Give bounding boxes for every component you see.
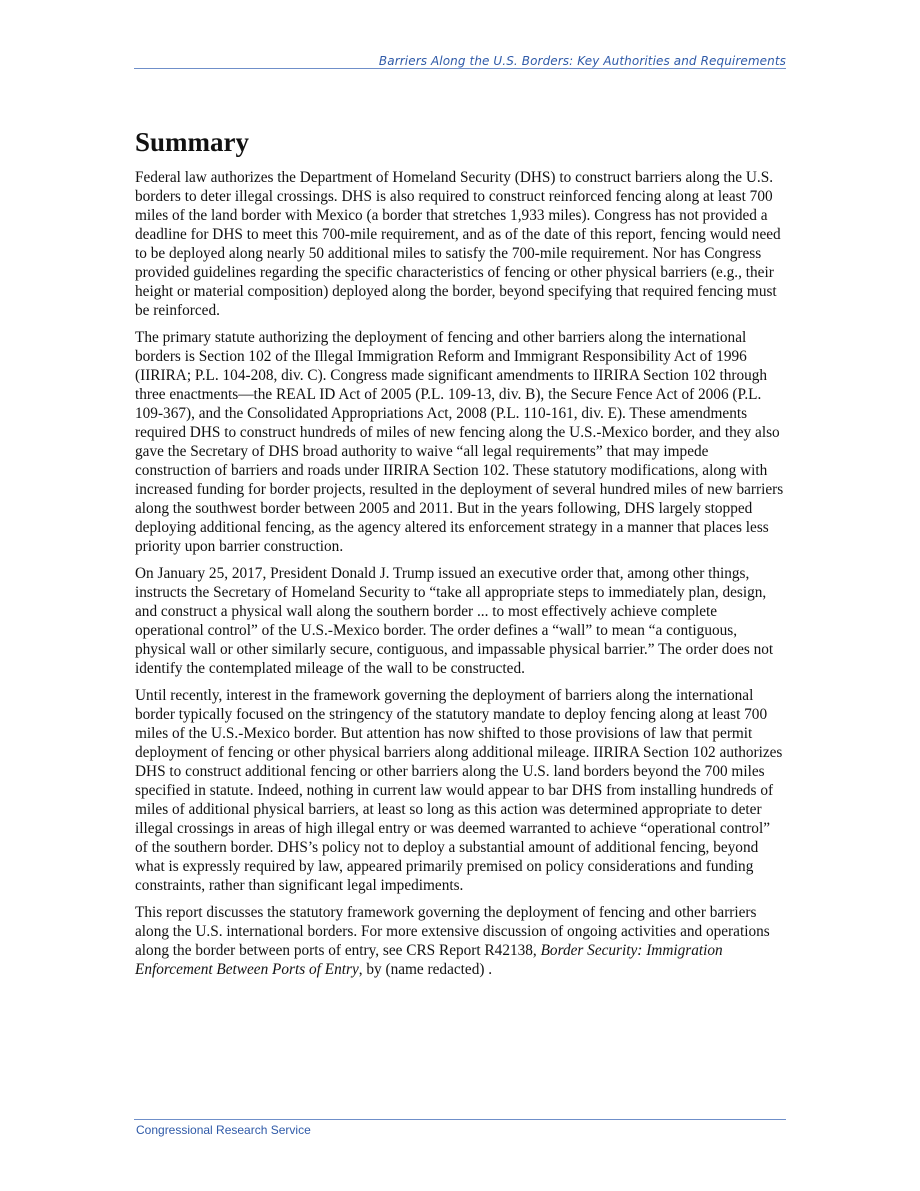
report-title-link: Border Security: Immigration Enforcement Between Ports of Entry bbox=[135, 942, 723, 978]
footer-organization: Congressional Research Service bbox=[136, 1123, 311, 1137]
summary-paragraph-2: The primary statute authorizing the deployment of fencing and other barriers along the international borders is Section 102 of the Illegal Immigration Reform and Immigrant Responsibility Act of 1996 (IIRIRA; P.L. 104-208, div. C). Congress made significant amendments to IIRIRA Section 102 through three enactments—the REAL ID Act of 2005 (P.L. 109-13, div. B), the Secure Fence Act of 2006 (P.L. 109-367), and the Consolidated Appropriations Act, 2008 (P.L. 110-161, div. E). These amendments required DHS to construct hundreds of miles of new fencing along the U.S.-Mexico border, and they also gave the Secretary of DHS broad authority to waive “all legal requirements” that may impede construction of barriers and roads under IIRIRA Section 102. These statutory modifications, along with increased funding for border projects, resulted in the deployment of several hundred miles of new barriers along the southwest border between 2005 and 2011. But in the years following, DHS largely stopped deploying additional fencing, as the agency altered its enforcement strategy in a manner that places less priority upon barrier construction. bbox=[135, 329, 784, 555]
summary-paragraph-1: Federal law authorizes the Department of Homeland Security (DHS) to construct barriers along the U.S. borders to deter illegal crossings. DHS is also required to construct reinforced fencing along at least 700 miles of the land border with Mexico (a border that stretches 1,933 miles). Congress has not provided a deadline for DHS to meet this 700-mile requirement, and as of the date of this report, fencing would need to be deployed along nearly 50 additional miles to satisfy the 700-mile requirement. Nor has Congress provided guidelines regarding the specific characteristics of fencing or other physical barriers (e.g., their height or material composition) deployed along the border, beyond specifying that required fencing must be reinforced. bbox=[135, 169, 781, 319]
summary-paragraph-4: Until recently, interest in the framework governing the deployment of barriers along the international border typically focused on the stringency of the statutory mandate to deploy fencing along at least 700 miles of the U.S.-Mexico border. But attention has now shifted to those provisions of law that permit deployment of fencing or other physical barriers along additional mileage. IIRIRA Section 102 authorizes DHS to construct additional fencing or other barriers along the U.S. land borders beyond the 700 miles specified in statute. Indeed, nothing in current law would appear to bar DHS from installing hundreds of miles of additional physical barriers, at least so long as this action was determined appropriate to deter illegal crossings in areas of high illegal entry or was deemed warranted to achieve “operational control” of the southern border. DHS’s policy not to deploy a substantial amount of additional fencing, beyond what is expressly required by law, appeared primarily premised on policy considerations and funding constraints, rather than significant legal impediments. bbox=[135, 687, 783, 894]
running-header-title: Barriers Along the U.S. Borders: Key Authorities and Requirements bbox=[378, 54, 786, 68]
footer-divider bbox=[134, 1119, 786, 1120]
summary-paragraph-3: On January 25, 2017, President Donald J. Trump issued an executive order that, among other things, instructs the Secretary of Homeland Security to “take all appropriate steps to immediately plan, design, and construct a physical wall along the southern border ... to most effectively achieve complete operational control” of the U.S.-Mexico border. The order defines a “wall” to mean “a contiguous, physical wall or other similarly secure, contiguous, and impassable physical barrier.” The order does not identify the contemplated mileage of the wall to be constructed. bbox=[135, 565, 774, 677]
final-paragraph-tail: , by (name redacted) . bbox=[358, 961, 493, 978]
summary-section bbox=[135, 124, 785, 987]
final-paragraph-text: This report discusses the statutory framework governing the deployment of fencing and other barriers along the U.S. international borders. For more extensive discussion of ongoing activities and operations along the border between ports of entry, see CRS Report R42138, bbox=[135, 904, 770, 959]
header-divider bbox=[134, 68, 786, 69]
page-title: Summary bbox=[135, 127, 249, 157]
summary-paragraph-5 bbox=[135, 903, 785, 979]
